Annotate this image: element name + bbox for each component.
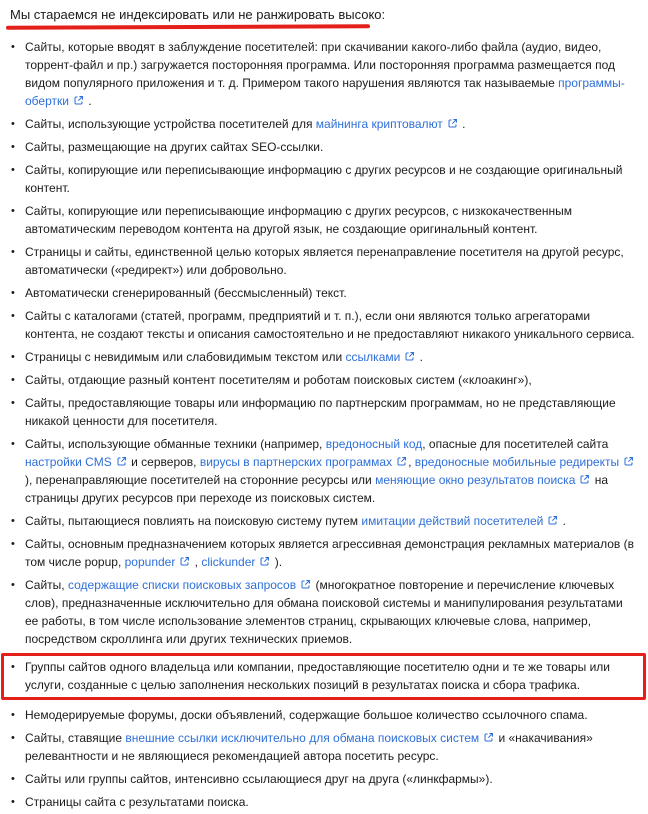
external-link-icon	[623, 456, 634, 467]
list-item	[10, 115, 638, 133]
list-item	[10, 243, 638, 279]
bullet-marker: •	[11, 661, 15, 673]
list-item	[10, 307, 638, 343]
list-item	[10, 202, 638, 238]
list-item-text: Немодерируемые форумы, доски объявлений, содержащие большое количество ссылочного спама.	[25, 708, 588, 722]
inline-link[interactable]: вредоносный код	[325, 437, 423, 451]
list-item	[10, 793, 638, 811]
bullet-marker: •	[11, 141, 15, 153]
bullet-marker: •	[11, 205, 15, 217]
inline-link[interactable]: popunder	[124, 555, 176, 569]
list-item	[10, 435, 638, 507]
inline-link[interactable]: меняющие окно результатов поиска	[375, 473, 576, 487]
list-item-text: Сайты, пытающиеся повлиять на поисковую систему путем имитации действий посетителей .	[25, 514, 566, 528]
external-link-icon	[404, 351, 415, 362]
list-item-text: Страницы с невидимым или слабовидимым текстом или ссылками .	[25, 350, 423, 364]
list-item-text: Сайты, которые вводят в заблуждение посетителей: при скачивании какого-либо файла (аудио, видео, торрент-файл и пр.) загружается посторонняя программа. Или посторонняя программа размещается под видом популярного приложения и т. д. Примером такого нарушения являются так называемые программы-обертки .	[25, 40, 625, 108]
bullet-marker: •	[11, 351, 15, 363]
page-heading: Мы стараемся не индексировать или не ранжировать высоко:	[10, 7, 386, 22]
list-item-text: Группы сайтов одного владельца или компании, предоставляющие посетителю одни и те же товары или услуги, созданные с целью заполнения нескольких позиций в результатах поиска и сбора трафика.	[25, 660, 610, 692]
bullet-marker: •	[11, 287, 15, 299]
violations-list	[10, 38, 638, 811]
bullet-marker: •	[11, 310, 15, 322]
inline-link[interactable]: имитации действий посетителей	[361, 514, 544, 528]
external-link-icon	[300, 579, 311, 590]
list-item-text: Сайты, предоставляющие товары или информацию по партнерским программам, но не представляющие никакой ценности для посетителя.	[25, 396, 616, 428]
bullet-marker: •	[11, 374, 15, 386]
inline-link[interactable]: настройки CMS	[25, 455, 112, 469]
list-item-text: Сайты с каталогами (статей, программ, предприятий и т. п.), если они являются только агрегаторами контента, не создают тексты и описания самостоятельно и не предоставляют никакого уникального сервиса.	[25, 309, 635, 341]
inline-link[interactable]: программы-обертки	[25, 76, 625, 108]
list-item-text: Автоматически сгенерированный (бессмысленный) текст.	[25, 286, 347, 300]
external-link-icon	[579, 474, 590, 485]
document-page	[10, 6, 638, 811]
bullet-marker: •	[11, 796, 15, 808]
inline-link[interactable]: вредоносные мобильные редиректы	[414, 455, 620, 469]
list-item	[10, 729, 638, 765]
list-item	[10, 138, 638, 156]
list-item-text: Сайты, отдающие разный контент посетителям и роботам поисковых систем («клоакинг»),	[25, 373, 532, 387]
inline-link[interactable]: ссылками	[345, 350, 401, 364]
red-underline-annotation	[6, 24, 370, 30]
inline-link[interactable]: clickunder	[201, 555, 256, 569]
bullet-marker: •	[11, 164, 15, 176]
bullet-marker: •	[11, 773, 15, 785]
list-item-text: Сайты, использующие устройства посетителей для майнинга криптовалют .	[25, 117, 466, 131]
list-item	[10, 706, 638, 724]
list-item	[10, 512, 638, 530]
external-link-icon	[547, 515, 558, 526]
list-item-text: Сайты, содержащие списки поисковых запросов (многократное повторение и перечисление ключевых слов), предназначенные исключительно для обмана поисковой системы и манипулирования результатами ее работы, в том числе использование элементов страниц, скрывающих ключевые слова, например, посредством скроллинга или других технических приемов.	[25, 578, 623, 646]
external-link-icon	[179, 556, 190, 567]
bullet-marker: •	[11, 41, 15, 53]
list-item-text: Сайты или группы сайтов, интенсивно ссылающиеся друг на друга («линкфармы»).	[25, 772, 493, 786]
bullet-marker: •	[11, 709, 15, 721]
list-item-text: Сайты, копирующие или переписывающие информацию с других ресурсов и не создающие оригинальный контент.	[25, 163, 623, 195]
list-item-text: Сайты, размещающие на других сайтах SEO-ссылки.	[25, 140, 324, 154]
inline-link[interactable]: внешние ссылки исключительно для обмана поисковых систем	[125, 731, 480, 745]
list-item-text: Сайты, ставящие внешние ссылки исключительно для обмана поисковых систем и «накачивания» релевантности и не являющиеся рекомендацией автора посетить ресурс.	[25, 731, 593, 763]
list-item	[10, 576, 638, 648]
list-item	[10, 394, 638, 430]
external-link-icon	[116, 456, 127, 467]
list-item-text: Сайты, использующие обманные техники (например, вредоносный код, опасные для посетителей сайта настройки CMS и серверов, вирусы в партнерских программах , вредоносные мобильные редиректы), перенаправляющие посетителей на сторонние ресурсы или меняющие окно результатов поиска на страницы других ресурсов при переходе из поисковых систем.	[25, 435, 638, 507]
inline-link[interactable]: вирусы в партнерских программах	[199, 455, 393, 469]
external-link-icon	[259, 556, 270, 567]
list-item-text: Сайты, копирующие или переписывающие информацию с других ресурсов, с низкокачественным автоматическим переводом контента на другой язык, не создающие оригинальный контент.	[25, 204, 572, 236]
list-item	[10, 535, 638, 571]
bullet-marker: •	[11, 438, 15, 450]
list-item	[10, 161, 638, 197]
bullet-marker: •	[11, 397, 15, 409]
list-item	[10, 38, 638, 110]
list-item	[10, 371, 638, 389]
list-item	[10, 348, 638, 366]
inline-link[interactable]: майнинга криптовалют	[315, 117, 443, 131]
list-item-text: Сайты, основным предназначением которых является агрессивная демонстрация рекламных материалов (в том числе popup, popunder , clickunder ).	[25, 537, 634, 569]
bullet-marker: •	[11, 118, 15, 130]
list-item	[10, 284, 638, 302]
bullet-marker: •	[11, 579, 15, 591]
list-item-text: Страницы и сайты, единственной целью которых является перенаправление посетителя на другой ресурс, автоматически («редирект») или добровольно.	[25, 245, 624, 277]
list-item-text: Страницы сайта с результатами поиска.	[25, 795, 249, 809]
external-link-icon	[447, 118, 458, 129]
external-link-icon	[73, 95, 84, 106]
external-link-icon	[396, 456, 407, 467]
bullet-marker: •	[11, 515, 15, 527]
external-link-icon	[483, 732, 494, 743]
heading-wrap	[10, 6, 638, 23]
bullet-marker: •	[11, 538, 15, 550]
bullet-marker: •	[11, 732, 15, 744]
inline-link[interactable]: содержащие списки поисковых запросов	[67, 578, 297, 592]
list-item	[10, 770, 638, 788]
list-item-highlighted	[1, 653, 646, 700]
bullet-marker: •	[11, 246, 15, 258]
